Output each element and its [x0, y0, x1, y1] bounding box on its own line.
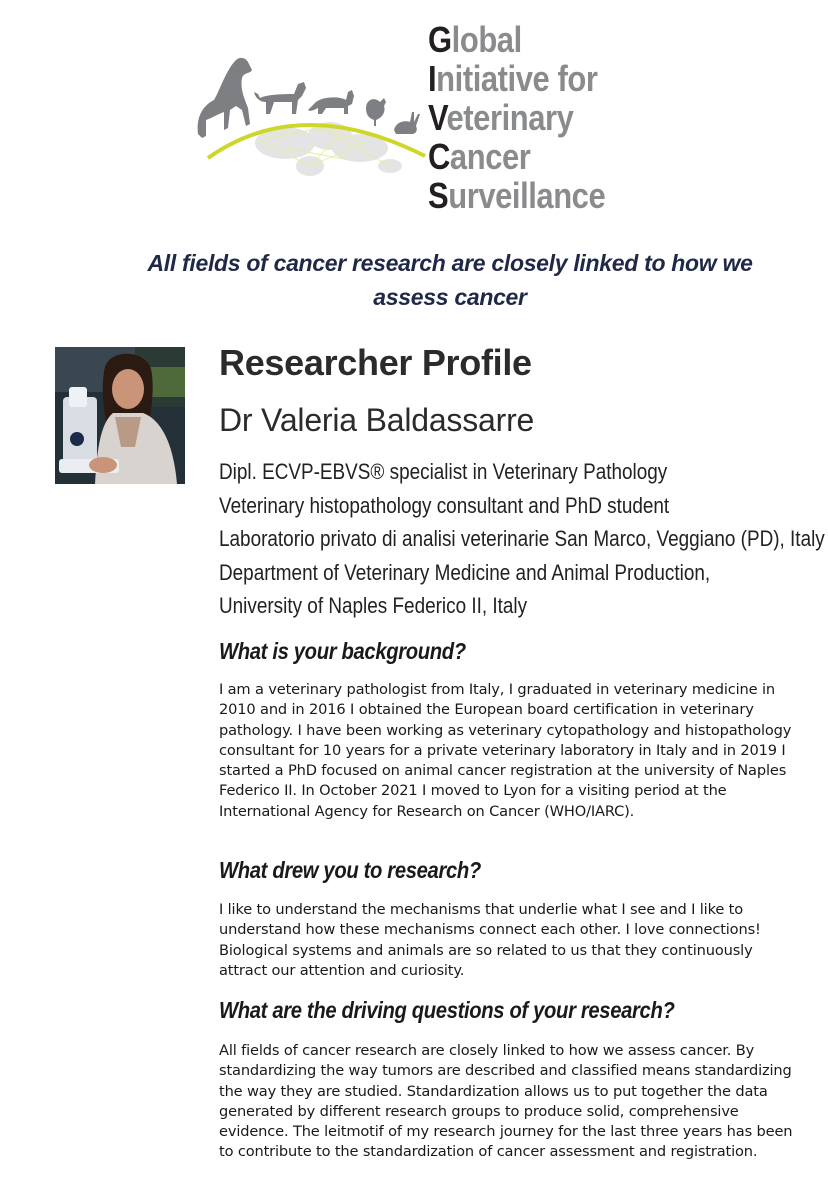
- cat-icon: [308, 90, 354, 114]
- researcher-photo: [55, 347, 185, 484]
- logo-rest: eterinary: [446, 97, 574, 138]
- answer-paragraph: I am a veterinary pathologist from Italy, I graduated in veterinary medicine in 2010 and in 2016 I obtained the European board certification in veterinary pathology. I have been working as veterinary cytopathology and histopathology consultant for 10 years for a private veterinary laboratory in Italy and in 2019 I started a PhD focused on animal cancer registration at the university of Naples Federico II. In October 2021 I moved to Lyon for a visiting period at the International Agency for Research on Cancer (WHO/IARC).: [219, 681, 792, 820]
- credential-line: Dipl. ECVP-EBVS® specialist in Veterinary Pathology: [219, 459, 668, 484]
- credential-line: University of Naples Federico II, Italy: [219, 593, 528, 618]
- logo-cap: C: [428, 136, 450, 177]
- question-heading: What are the driving questions of your research?: [219, 997, 675, 1023]
- logo-emblem: [190, 48, 430, 188]
- question-heading: What drew you to research?: [219, 857, 481, 883]
- page-title: Researcher Profile: [219, 342, 532, 383]
- logo-line: [428, 59, 605, 98]
- researcher-name: Dr Valeria Baldassarre: [219, 402, 535, 438]
- logo-cap: I: [428, 58, 437, 99]
- credential-line: Department of Veterinary Medicine and Animal Production,: [219, 559, 711, 585]
- horse-icon: [198, 58, 252, 138]
- dog-icon: [254, 82, 306, 114]
- credentials-list: [219, 455, 828, 623]
- logo-rest: ancer: [449, 136, 531, 177]
- answer-paragraph: All fields of cancer research are closely linked to how we assess cancer. By standardizing the way tumors are described and classified means standardizing the way they are studied. Standardization allows us to put together the data generated by different research groups to produce solid, comprehensive evidence. The leitmotif of my research journey for the last three years has been to contribute to the standardization of cancer assessment and registration.: [219, 1042, 793, 1161]
- logo-line: [428, 20, 605, 59]
- tagline: All fields of cancer research are closely linked to how we assess cancer: [147, 250, 753, 310]
- credential-line: Veterinary histopathology consultant and PhD student: [219, 492, 670, 518]
- logo-line: [428, 137, 605, 176]
- rabbit-icon: [394, 112, 420, 134]
- logo-line: [428, 176, 605, 215]
- logo-cap: G: [428, 19, 452, 60]
- credential-line: Laboratorio privato di analisi veterinarie San Marco, Veggiano (PD), Italy: [219, 526, 825, 551]
- answer-paragraph: I like to understand the mechanisms that underlie what I see and I like to understand how these mechanisms connect each other. I love connections! Biological systems and animals are so related to us that they continuously attract our attention and curiosity.: [219, 901, 761, 979]
- logo-rest: lobal: [451, 19, 522, 60]
- logo-line: [428, 98, 605, 137]
- hen-icon: [366, 98, 386, 126]
- logo-rest: urveillance: [448, 175, 606, 216]
- question-heading: What is your background?: [219, 638, 466, 664]
- logo-cap: V: [428, 97, 447, 138]
- logo-rest: nitiative for: [436, 58, 598, 99]
- logo-wordmark: [428, 20, 634, 215]
- logo-cap: S: [428, 175, 449, 216]
